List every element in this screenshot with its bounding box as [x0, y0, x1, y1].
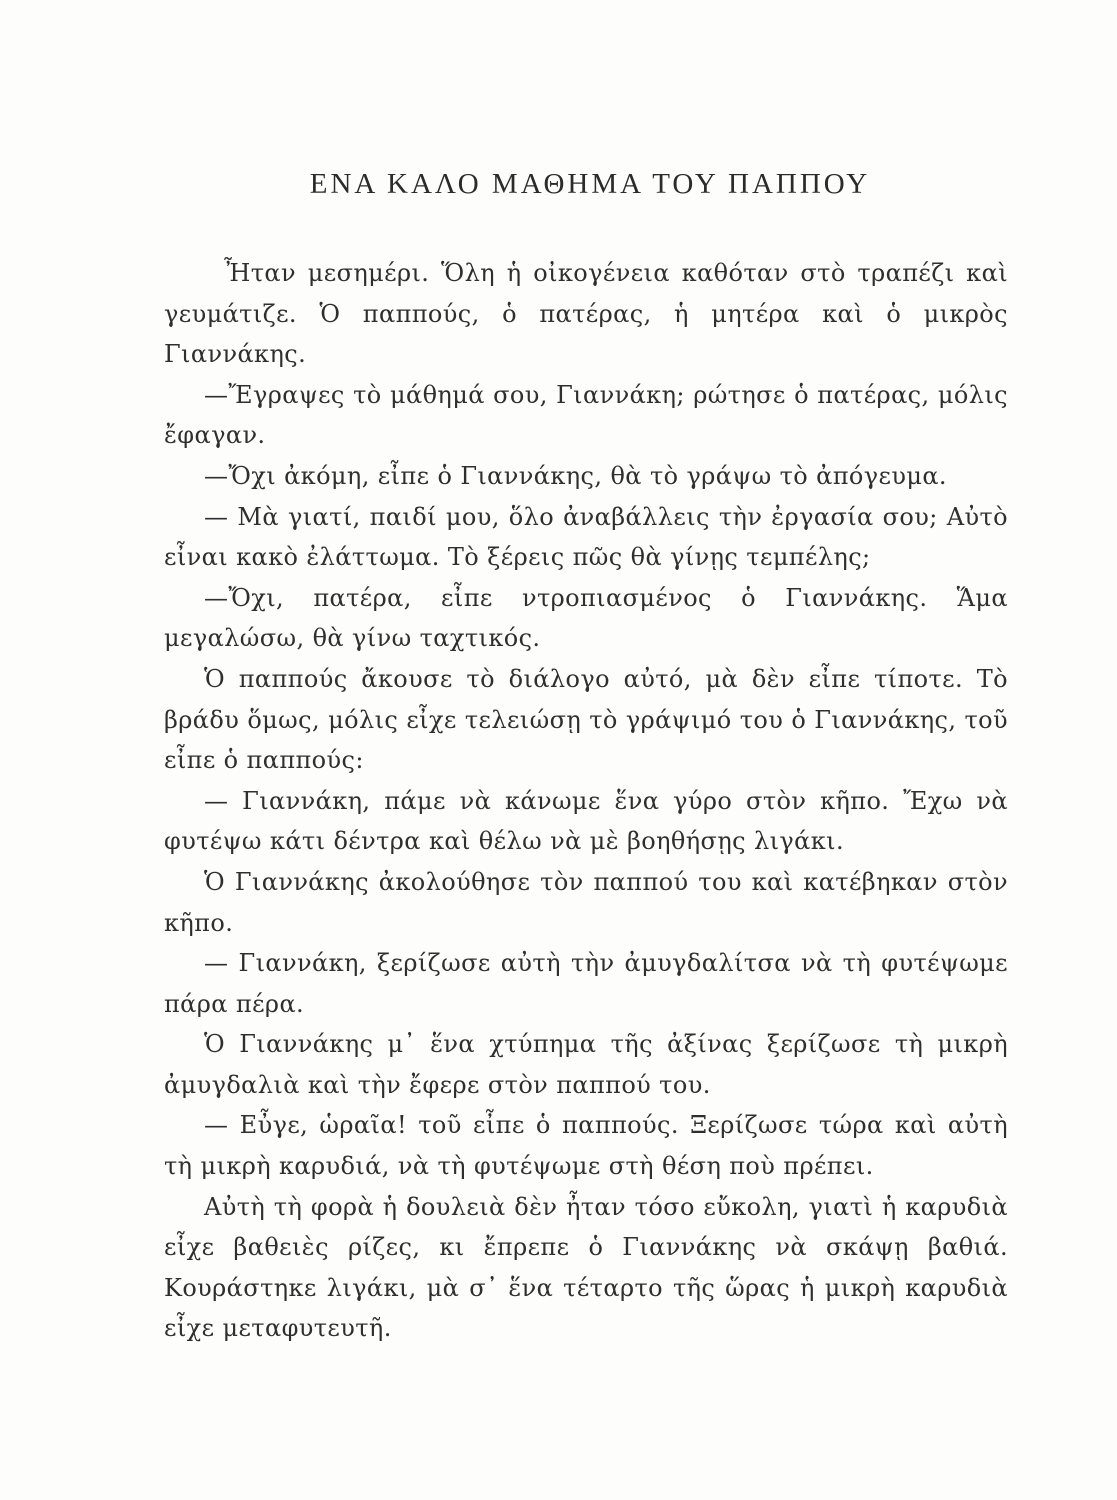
paragraph-12: Αὐτὴ τὴ φορὰ ἡ δουλειὰ δὲν ἦταν τόσο εὔκολη, γιατὶ ἡ καρυδιὰ εἶχε βαθειὲς ρίζες, κι ἔπρεπε ὁ Γιαννάκης νὰ σκάψῃ βαθιά. Κουράστηκε λιγάκι, μὰ σ᾽ ἕνα τέταρτο τῆς ὥρας ἡ μικρὴ καρυδιὰ εἶχε μεταφυτευτῆ. — [164, 1192, 1008, 1343]
paragraph-6: Ὁ παππούς ἄκουσε τὸ διάλογο αὐτό, μὰ δὲν εἶπε τίποτε. Τὸ βράδυ ὅμως, μόλις εἶχε τελειώσῃ τὸ γράψιμό του ὁ Γιαννάκης, τοῦ εἶπε ὁ παππούς: — [164, 664, 1008, 775]
paragraph-3: —Ὄχι ἀκόμη, εἶπε ὁ Γιαννάκης, θὰ τὸ γράψω τὸ ἀπόγευμα. — [204, 461, 947, 490]
paragraph-5: —Ὄχι, πατέρα, εἶπε ντροπιασμένος ὁ Γιαννάκης. Ἅμα μεγαλώσω, θὰ γίνω ταχτικός. — [164, 583, 1008, 653]
paragraph-2: —Ἔγραψες τὸ μάθημά σου, Γιαννάκη; ρώτησε ὁ πατέρας, μόλις ἔφαγαν. — [164, 380, 1008, 450]
paragraph-9: — Γιαννάκη, ξερίζωσε αὐτὴ τὴν ἀμυγδαλίτσα νὰ τὴ φυτέψωμε πάρα πέρα. — [164, 949, 1008, 1018]
paragraph-1: Ἦταν μεσημέρι. Ὅλη ἡ οἰκογένεια καθόταν στὸ τραπέζι καὶ γευμάτιζε. Ὁ παππούς, ὁ πατέρας, ἡ μητέρα καὶ ὁ μικρὸς Γιαννάκης. — [164, 259, 1008, 369]
paragraph-8: Ὁ Γιαννάκης ἀκολούθησε τὸν παππού του καὶ κατέβηκαν στὸν κῆπο. — [164, 867, 1008, 937]
chapter-title: ΕΝΑ ΚΑΛΟ ΜΑΘΗΜΑ ΤΟΥ ΠΑΠΠΟΥ — [309, 168, 871, 200]
paragraph-10: Ὁ Γιαννάκης μ᾽ ἕνα χτύπημα τῆς ἀξίνας ξερίζωσε τὴ μικρὴ ἀμυγδαλιὰ καὶ τὴν ἔφερε στὸν παππού του. — [164, 1030, 1008, 1099]
paragraph-7: — Γιαννάκη, πάμε νὰ κάνωμε ἕνα γύρο στὸν κῆπο. Ἔχω νὰ φυτέψω κάτι δέντρα καὶ θέλω νὰ μὲ βοηθήσῃς λιγάκι. — [164, 786, 1008, 856]
paragraph-4: — Μὰ γιατί, παιδί μου, ὅλο ἀναβάλλεις τὴν ἐργασία σου; Αὐτὸ εἶναι κακὸ ἐλάττωμα. Τὸ ξέρεις πῶς θὰ γίνῃς τεμπέλης; — [164, 502, 1008, 572]
chapter-body — [164, 253, 1008, 1349]
paragraph-11: — Εὖγε, ὡραῖα! τοῦ εἶπε ὁ παππούς. Ξερίζωσε τώρα καὶ αὐτὴ τὴ μικρὴ καρυδιά, νὰ τὴ φυτέψωμε στὴ θέση ποὺ πρέπει. — [164, 1111, 1008, 1181]
